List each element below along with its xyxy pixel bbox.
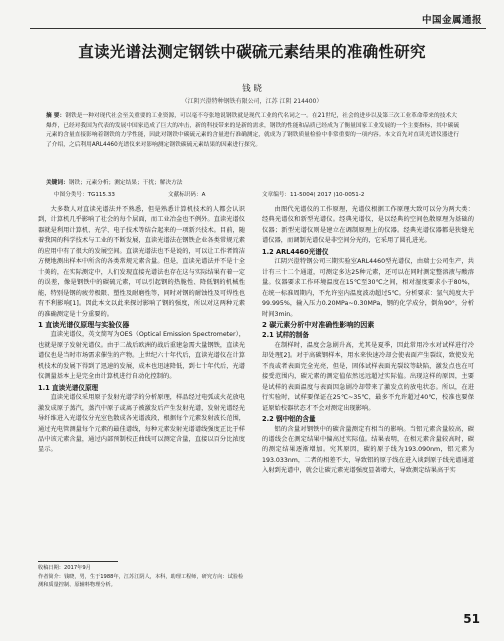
paragraph: 大多数人对直读光谱法并不熟悉，但是熟悉计算机技术的人都会认识到，计算机几乎影响了社会的每个层面，而工业冶金也不例外。直读光谱仪器就是利用计算机、光学、电子技术等结合起来的一项新兴技术。目前，随着我国的科学技术与工业的不断发展，直读光谱法在钢铁企业各类常规元素的应用中有了很大的发展空间。直读光谱法也不是说的，可以让工作者简洁方便地测出样本中所含的各类常规元素含量。但是，直读光谱法并不是十全十美的，在实际测定中，人们发现直接光谱法也存在这与实际结果有着一定的误差，像是钢铁中的碳硫元素，可以引起钢的热脆性、降低钢的机械性能，特别是钢的疲劳极限、塑性及耐磨性等，同时对钢的耐蚀性及可焊性也有不利影响[1]。因此本文以此来探讨影响了钢的强度，所以对这两种元素的准确测定是十分重要的。 bbox=[38, 206, 245, 318]
keywords-label: 关键词： bbox=[46, 180, 69, 186]
paragraph: 直读光谱仪，英文简写为OES（Optical Emission Spectrometer），也就是原子发射光谱仪。由于二战后欧洲的战后重建急需大量钢铁，直读光谱仪也是当时市场需求催生的产物。上世纪六十年代后，直读光谱仪在计算机技术的发展下得到了迅速的发展，成本也迅速降低，到七十年代后，光谱仪测量基本上是完全由计算机进行自动化控制的。 bbox=[38, 331, 245, 381]
section-heading: 1 直读光谱仪原理与实验仪器 bbox=[38, 320, 130, 329]
right-column bbox=[262, 205, 474, 477]
document-code: 文献标识码：A bbox=[168, 192, 206, 198]
page-number: 51 bbox=[463, 612, 480, 626]
subsection-heading: 2.1 试样的制备 bbox=[262, 331, 309, 340]
footnote-rule bbox=[38, 561, 118, 562]
header-rule bbox=[30, 28, 486, 29]
paragraph: 在制样时，温度会急剧升高，尤其是夏季，因此常用冷水对试样进行冷却处理[2]。对于高碳钢样本，用水来快速冷却会使表面产生裂纹，致使发光不良或者表面完全光亮，但是，固体试样表面光裂纹等缺陷，激发点也在可接受范围内，碳元素的测定值依然远远超过实际值。出现这样的原因，主要是试样的表面温度与表面因急剧冷却带来了激发点的放电状态。所以，在进行实验时，试样要保证在25℃~35℃，最多不允许超过40℃，校准也要保证原始校器状态才不会对测定出现影响。 bbox=[262, 341, 474, 412]
subsection-heading: 1.2 ARL4460光谱仪 bbox=[262, 247, 329, 256]
subsection-heading: 2.2 钢中铝的含量 bbox=[262, 415, 316, 424]
keywords-text: 钢铁；元素分析；测定结果；干扰；解决方法 bbox=[68, 180, 183, 186]
paragraph: 铝的含量对钢铁中的碳含量测定有相当的影响。当铝元素含量较高，碳的谱线会在测定结果中偏高过实际值。结果表明，在相元素含量较高时，碳的测定结果逐渐增加。究其原因，碳的原子线为193.090nm，铝元素为193.033nm，二者的相差不大，导致铝的原子线在进入谈到原子线光谱通道入射到光谱中，就会让碳元素光谱强度显著增大，导致测定结果高于实 bbox=[262, 425, 474, 475]
abstract-text: 钢铁是一种对现代社会至关重要的工业资源，可以毫不夸张地说钢铁就是现代工业的代名词之一。在21世纪，社会的进步以及第三次工业革命带来的技术大爆炸，已经对我国为代表的发展中国家造成了巨大的冲击，新的科技带来的是新的需求，钢铁的性能和品质已经成为了衡量国家工业发展的一个主要指标，其中碳硫元素的含量直接影响着钢铁的力学性能，因此对钢铁中碳硫元素的含量进行准确测定，就成为了钢铁质量检验中非常重要的一项内容。本文首先对直读光谱仪器进行了介绍，之后利用ARL4460光谱仪来对影响测定钢铁碳硫元素结果的因素进行探究。 bbox=[46, 113, 460, 148]
abstract bbox=[46, 112, 462, 150]
subsection-heading: 1.1 直读光谱仪原理 bbox=[38, 383, 99, 392]
keywords bbox=[46, 179, 462, 189]
section-heading: 2 碳元素分析中对准确性影响的因素 bbox=[262, 320, 375, 329]
article-title: 直读光谱法测定钢铁中碳硫元素结果的准确性研究 bbox=[78, 43, 426, 61]
paragraph: 江阴兴澄特钢公司三期实验室ARL4460型光谱仪，由瑞士公司生产，共计有三十二个通道，可测定多达25种元素，还可以在同时测定整溶液与酸溶量。仪器要求工作环境温度在15℃至30℃之间，相对湿度要求小于80%，在统一标准周期内，不允许室内温度波动超过5℃。分析要求：氩气纯度大于99.995%，输入压力0.20MPa~0.30MPa，钢的化学成分，倒角90°，分析时间3min。 bbox=[262, 258, 474, 318]
running-head: 中国金属通报 bbox=[421, 15, 482, 26]
article-number: 文章编号：11-5004( 2017 )10-0051-2 bbox=[262, 192, 365, 198]
author-name: 钱 晓 bbox=[242, 84, 262, 94]
left-column bbox=[38, 205, 245, 456]
paragraph: 由图代光谱仪的工作原理，光谱仪根据工作原理大致可以分为两大类：经典光谱仪和新型光谱仪。经典光谱仪，是以经典的空间色散原理为基础的仪器；新型光谱仪则是建立在调制原理上的仪器。经典光谱仪器都是狭缝光谱仪器，而调制光谱仪是非空间分光的，它采用了圆孔进光。 bbox=[262, 206, 474, 245]
author-affiliation: （江阴兴澄特种钢铁有限公司，江苏 江阴 214400） bbox=[181, 98, 323, 105]
author-bio: 作者简介：钱晓，男，生于1988年，江苏江阴人，本科，助理工程师，研究方向：试验检测和质量控制、原辅料物理分析。 bbox=[38, 573, 244, 589]
clc-number: 中图分类号：TG115.33 bbox=[54, 192, 115, 198]
received-date: 收稿日期：2017年9月 bbox=[38, 565, 91, 571]
footnote bbox=[38, 564, 248, 590]
abstract-label: 摘 要： bbox=[46, 113, 66, 119]
paragraph: 直读光谱仪采用原子发射光谱学的分析原理，样品经过电弧或火花放电激发成原子蒸汽，蒸汽中原子或离子被激发后产生发射光谱，发射光谱经光导纤维进入光谱仪分光室色散成各光谱波段，根据每个元素发射波长范围，通过光电管测量每个元素的最佳谱线，每种元素发射光谱谱线强度正比于样品中该元素含量，通过内部预制校正曲线可以测定含量，直接以百分比浓度显示。 bbox=[38, 394, 245, 454]
